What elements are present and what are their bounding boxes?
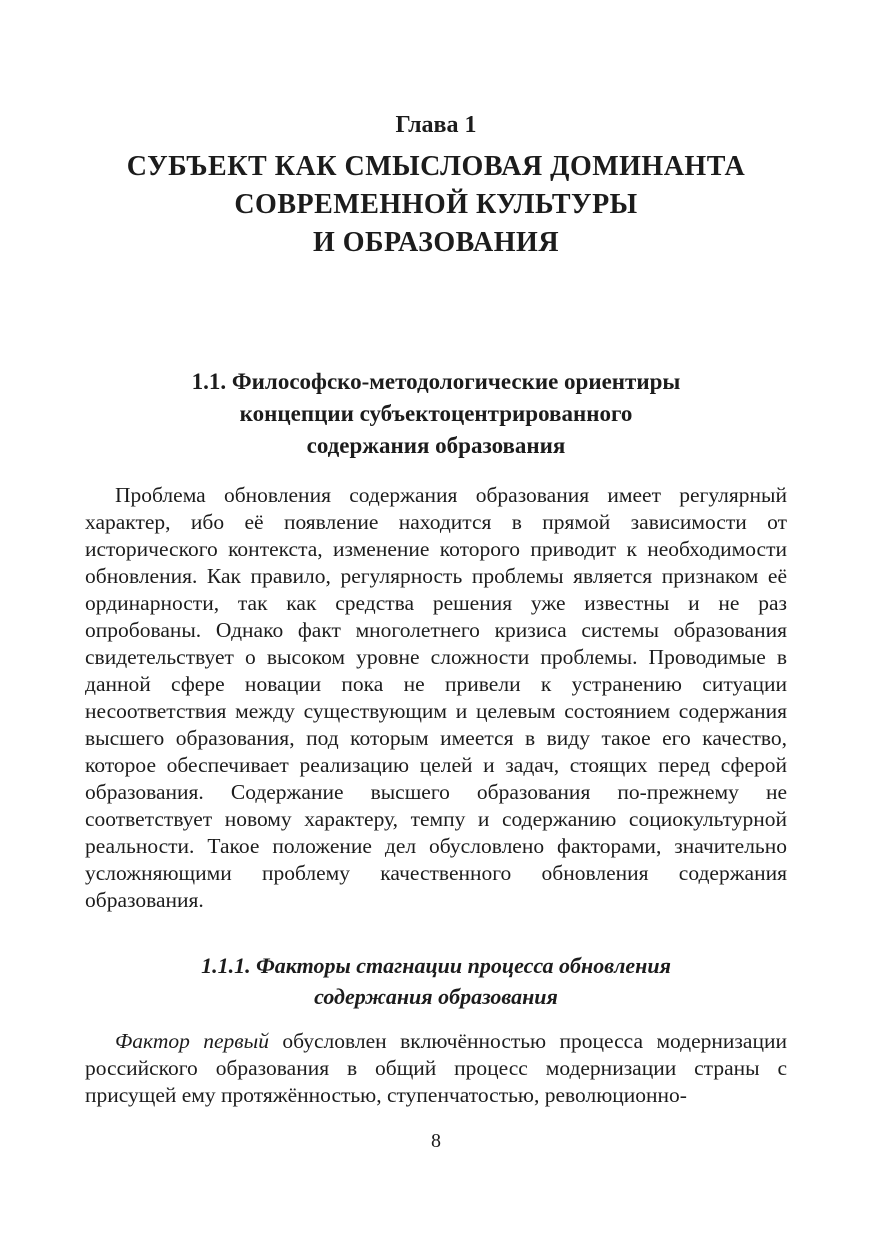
page-number: 8 [431,1130,441,1152]
chapter-label: Глава 1 [395,112,477,138]
chapter-title-line: СОВРЕМЕННОЙ КУЛЬТУРЫ [234,189,638,220]
chapter-title-line: СУБЪЕКТ КАК СМЫСЛОВАЯ ДОМИНАНТА [126,151,746,182]
subsection-heading-line: содержания образования [314,984,558,1009]
chapter-title [85,148,787,262]
subsection-heading [85,950,787,1012]
paragraph-lead-italic: Фактор первый [115,1029,269,1053]
section-heading-line: содержания образования [306,433,566,458]
section-heading [85,366,787,462]
section-heading-line: концепции субъектоцентрированного [239,401,633,426]
paragraph-rest: обусловлен включённостью процесса модернизации российского образования в общий процесс модернизации страны с присущей ему протяжённостью, ступенчатостью, революционно- [85,1029,787,1107]
body-paragraph-2 [85,1028,787,1109]
chapter-title-line: И ОБРАЗОВАНИЯ [312,227,560,258]
subsection-heading-line: 1.1.1. Факторы стагнации процесса обновления [201,953,671,978]
section-heading-line: 1.1. Философско-методологические ориентиры [191,369,681,394]
body-paragraph-1: Проблема обновления содержания образования имеет регулярный характер, ибо её появление находится в прямой зависимости от исторического контекста, изменение которого приводит к необходимости обновления. Как правило, регулярность проблемы является признаком её ординарности, так как средства решения уже известны и не раз опробованы. Однако факт многолетнего кризиса системы образования свидетельствует о высоком уровне сложности проблемы. Проводимые в данной сфере новации пока не привели к устранению ситуации несоответствия между существующим и целевым состоянием содержания высшего образования, под которым имеется в виду такое его качество, которое обеспечивает реализацию целей и задач, стоящих перед сферой образования. Содержание высшего образования по-прежнему не соответствует новому характеру, темпу и содержанию социокультурной реальности. Такое положение дел обусловлено факторами, значительно усложняющими проблему качественного обновления содержания образования. [85,483,787,912]
